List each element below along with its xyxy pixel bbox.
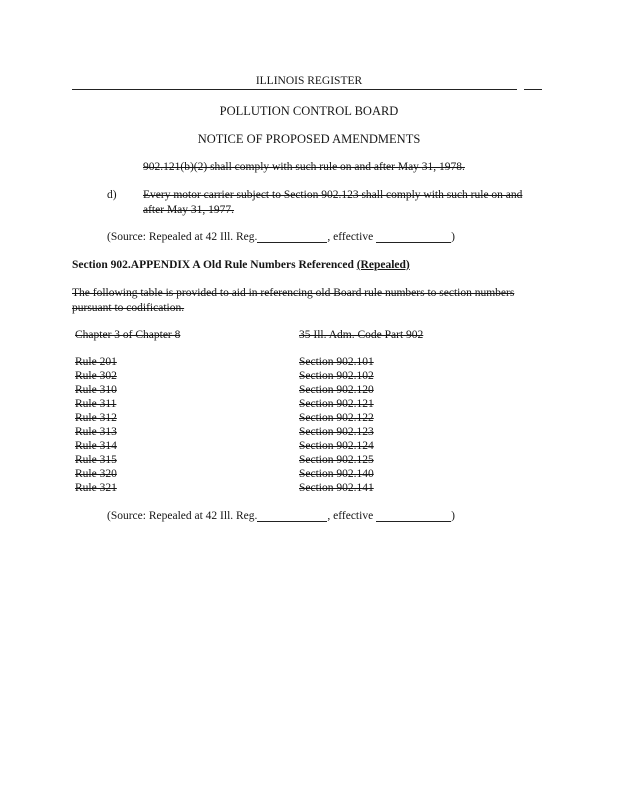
source-2-blank-reg (257, 510, 327, 522)
notice-title: NOTICE OF PROPOSED AMENDMENTS (197, 132, 421, 146)
table-row (0, 426, 618, 440)
new-section: Section 902.123 (299, 426, 374, 438)
source-2-suffix: ) (451, 510, 455, 522)
table-row (0, 482, 618, 496)
source-1-suffix: ) (451, 231, 455, 243)
section-heading-text: Section 902.APPENDIX A Old Rule Numbers Referenced (72, 259, 354, 271)
old-rule: Rule 313 (75, 426, 117, 438)
source-1-blank-reg (257, 231, 327, 243)
table-row (0, 356, 618, 370)
new-section: Section 902.125 (299, 454, 374, 466)
agency-title: POLLUTION CONTROL BOARD (219, 104, 399, 118)
new-section: Section 902.102 (299, 370, 374, 382)
table-header-old: Chapter 3 of Chapter 8 (75, 329, 181, 341)
source-1-middle: , effective (327, 231, 374, 243)
table-header-new: 35 Ill. Adm. Code Part 902 (299, 329, 424, 341)
intro-paragraph: The following table is provided to aid in referencing old Board rule numbers to section numbers pursuant to codification. (72, 287, 515, 314)
header-rule-tail (524, 89, 542, 90)
new-section: Section 902.124 (299, 440, 374, 452)
register-title: ILLINOIS REGISTER (255, 75, 363, 87)
source-1-blank-date (376, 231, 451, 243)
table-row (0, 454, 618, 468)
old-rule: Rule 321 (75, 482, 117, 494)
table-row (0, 370, 618, 384)
source-note-1 (107, 231, 455, 243)
old-rule: Rule 315 (75, 454, 117, 466)
old-rule: Rule 302 (75, 370, 117, 382)
continued-line: 902.121(b)(2) shall comply with such rule on and after May 31, 1978. (143, 161, 465, 173)
old-rule: Rule 314 (75, 440, 117, 452)
new-section: Section 902.122 (299, 412, 374, 424)
old-rule: Rule 320 (75, 468, 117, 480)
source-2-blank-date (376, 510, 451, 522)
source-2-prefix: (Source: Repealed at 42 Ill. Reg. (107, 510, 258, 522)
source-2-middle: , effective (327, 510, 374, 522)
table-row (0, 384, 618, 398)
source-1-prefix: (Source: Repealed at 42 Ill. Reg. (107, 231, 258, 243)
old-rule: Rule 312 (75, 412, 117, 424)
source-note-2 (107, 510, 455, 522)
old-rule: Rule 311 (75, 398, 117, 410)
new-section: Section 902.101 (299, 356, 374, 368)
old-rule: Rule 201 (75, 356, 117, 368)
section-status: (Repealed) (356, 259, 410, 271)
table-row (0, 468, 618, 482)
table-row (0, 440, 618, 454)
table-row (0, 412, 618, 426)
section-heading (72, 259, 410, 271)
old-rule: Rule 310 (75, 384, 117, 396)
item-d-text: Every motor carrier subject to Section 902.123 shall comply with such rule on and after May 31, 1977. (143, 189, 523, 216)
new-section: Section 902.141 (299, 482, 374, 494)
new-section: Section 902.121 (299, 398, 374, 410)
header-rule (72, 89, 517, 90)
new-section: Section 902.120 (299, 384, 374, 396)
item-d-label: d) (107, 189, 117, 201)
new-section: Section 902.140 (299, 468, 374, 480)
table-row (0, 398, 618, 412)
